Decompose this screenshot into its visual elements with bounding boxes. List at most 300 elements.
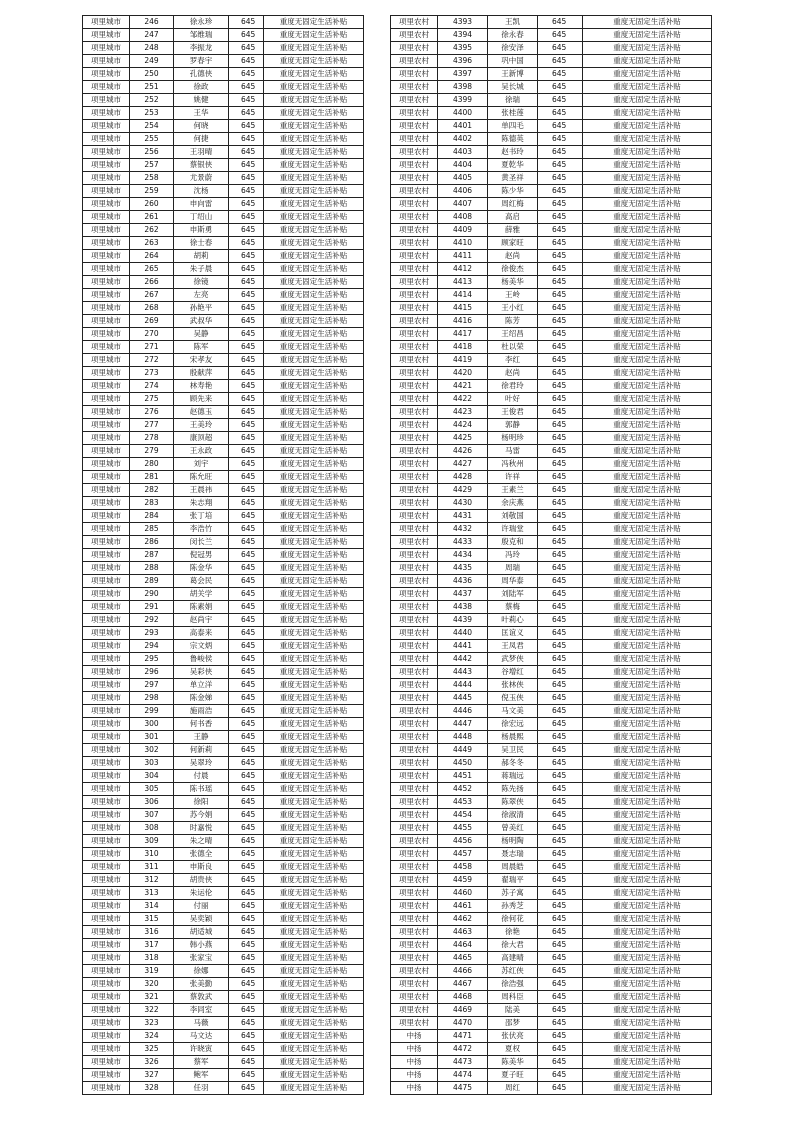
cell-area: 项里农村 xyxy=(391,601,438,614)
cell-subsidy-type: 重度无固定生活补贴 xyxy=(583,900,712,913)
table-row xyxy=(83,133,364,146)
cell-number: 4474 xyxy=(438,1069,488,1082)
cell-name: 蔡梅 xyxy=(488,601,538,614)
cell-subsidy-type: 重度无固定生活补贴 xyxy=(583,913,712,926)
cell-name: 吴彩侠 xyxy=(174,666,229,679)
cell-subsidy-type: 重度无固定生活补贴 xyxy=(264,562,364,575)
cell-amount: 645 xyxy=(229,562,264,575)
cell-name: 申斯良 xyxy=(174,861,229,874)
cell-amount: 645 xyxy=(229,1082,264,1095)
cell-subsidy-type: 重度无固定生活补贴 xyxy=(583,1004,712,1017)
table-row xyxy=(391,354,712,367)
cell-subsidy-type: 重度无固定生活补贴 xyxy=(583,211,712,224)
cell-area: 项里城市 xyxy=(83,16,130,29)
table-row xyxy=(83,42,364,55)
cell-name: 张桂莲 xyxy=(488,107,538,120)
table-row xyxy=(83,770,364,783)
cell-area: 项里城市 xyxy=(83,809,130,822)
table-row xyxy=(83,718,364,731)
table-row xyxy=(83,744,364,757)
cell-name: 徐俊杰 xyxy=(488,263,538,276)
cell-amount: 645 xyxy=(538,835,583,848)
cell-number: 255 xyxy=(130,133,174,146)
table-row xyxy=(391,770,712,783)
cell-number: 4468 xyxy=(438,991,488,1004)
cell-amount: 645 xyxy=(229,666,264,679)
cell-number: 262 xyxy=(130,224,174,237)
cell-name: 许瑞堂 xyxy=(488,523,538,536)
table-row xyxy=(83,510,364,523)
table-row xyxy=(83,94,364,107)
cell-number: 4467 xyxy=(438,978,488,991)
table-row xyxy=(83,146,364,159)
cell-name: 叶好 xyxy=(488,393,538,406)
cell-name: 武梦侠 xyxy=(488,653,538,666)
cell-number: 4445 xyxy=(438,692,488,705)
cell-number: 4469 xyxy=(438,1004,488,1017)
cell-amount: 645 xyxy=(538,965,583,978)
cell-subsidy-type: 重度无固定生活补贴 xyxy=(264,120,364,133)
cell-amount: 645 xyxy=(538,406,583,419)
cell-amount: 645 xyxy=(229,770,264,783)
cell-amount: 645 xyxy=(538,1056,583,1069)
table-row xyxy=(391,146,712,159)
cell-subsidy-type: 重度无固定生活补贴 xyxy=(264,588,364,601)
cell-area: 项里城市 xyxy=(83,432,130,445)
cell-subsidy-type: 重度无固定生活补贴 xyxy=(583,328,712,341)
cell-number: 4457 xyxy=(438,848,488,861)
cell-subsidy-type: 重度无固定生活补贴 xyxy=(583,939,712,952)
cell-number: 4395 xyxy=(438,42,488,55)
cell-area: 项里城市 xyxy=(83,822,130,835)
cell-number: 4471 xyxy=(438,1030,488,1043)
cell-subsidy-type: 重度无固定生活补贴 xyxy=(583,666,712,679)
cell-amount: 645 xyxy=(538,796,583,809)
cell-name: 马文达 xyxy=(174,1030,229,1043)
cell-name: 左亮 xyxy=(174,289,229,302)
table-row xyxy=(391,718,712,731)
cell-area: 项里农村 xyxy=(391,666,438,679)
cell-amount: 645 xyxy=(538,367,583,380)
table-row xyxy=(83,68,364,81)
cell-number: 4466 xyxy=(438,965,488,978)
cell-name: 张丁培 xyxy=(174,510,229,523)
cell-amount: 645 xyxy=(538,666,583,679)
table-row xyxy=(83,562,364,575)
table-row xyxy=(391,406,712,419)
table-row xyxy=(83,211,364,224)
cell-area: 项里城市 xyxy=(83,1056,130,1069)
table-row xyxy=(83,536,364,549)
cell-subsidy-type: 重度无固定生活补贴 xyxy=(583,250,712,263)
cell-name: 徐政 xyxy=(174,81,229,94)
cell-amount: 645 xyxy=(229,809,264,822)
cell-amount: 645 xyxy=(229,276,264,289)
cell-subsidy-type: 重度无固定生活补贴 xyxy=(264,835,364,848)
cell-name: 徐安泽 xyxy=(488,42,538,55)
cell-subsidy-type: 重度无固定生活补贴 xyxy=(583,289,712,302)
table-row xyxy=(391,419,712,432)
table-row xyxy=(83,523,364,536)
cell-subsidy-type: 重度无固定生活补贴 xyxy=(583,198,712,211)
table-row xyxy=(391,198,712,211)
cell-amount: 645 xyxy=(229,367,264,380)
cell-area: 项里城市 xyxy=(83,744,130,757)
cell-name: 蔡敦武 xyxy=(174,991,229,1004)
cell-number: 4398 xyxy=(438,81,488,94)
cell-subsidy-type: 重度无固定生活补贴 xyxy=(583,692,712,705)
table-row xyxy=(83,887,364,900)
cell-area: 项里城市 xyxy=(83,770,130,783)
table-row xyxy=(391,744,712,757)
cell-number: 4399 xyxy=(438,94,488,107)
cell-amount: 645 xyxy=(229,484,264,497)
cell-area: 项里农村 xyxy=(391,848,438,861)
cell-name: 吴卫民 xyxy=(488,744,538,757)
table-row xyxy=(391,471,712,484)
cell-area: 项里农村 xyxy=(391,809,438,822)
cell-subsidy-type: 重度无固定生活补贴 xyxy=(583,627,712,640)
cell-number: 4424 xyxy=(438,419,488,432)
cell-amount: 645 xyxy=(229,315,264,328)
cell-subsidy-type: 重度无固定生活补贴 xyxy=(583,614,712,627)
cell-name: 翟瑞平 xyxy=(488,874,538,887)
cell-subsidy-type: 重度无固定生活补贴 xyxy=(583,744,712,757)
cell-name: 王小红 xyxy=(488,302,538,315)
cell-number: 4472 xyxy=(438,1043,488,1056)
cell-area: 项里城市 xyxy=(83,1082,130,1095)
cell-subsidy-type: 重度无固定生活补贴 xyxy=(264,640,364,653)
cell-name: 刘宇 xyxy=(174,458,229,471)
cell-area: 项里农村 xyxy=(391,42,438,55)
table-row xyxy=(391,185,712,198)
table-row xyxy=(83,276,364,289)
cell-subsidy-type: 重度无固定生活补贴 xyxy=(264,1030,364,1043)
table-row xyxy=(391,692,712,705)
table-row xyxy=(83,432,364,445)
cell-area: 项里农村 xyxy=(391,432,438,445)
table-row xyxy=(83,185,364,198)
cell-amount: 645 xyxy=(229,133,264,146)
table-row xyxy=(391,1069,712,1082)
cell-amount: 645 xyxy=(538,42,583,55)
cell-subsidy-type: 重度无固定生活补贴 xyxy=(264,1043,364,1056)
table-row xyxy=(391,445,712,458)
cell-subsidy-type: 重度无固定生活补贴 xyxy=(583,874,712,887)
cell-amount: 645 xyxy=(538,1069,583,1082)
cell-name: 刘陆军 xyxy=(488,588,538,601)
table-row xyxy=(83,393,364,406)
cell-number: 273 xyxy=(130,367,174,380)
cell-subsidy-type: 重度无固定生活补贴 xyxy=(583,1082,712,1095)
table-row xyxy=(83,926,364,939)
table-row xyxy=(391,432,712,445)
cell-name: 何晓 xyxy=(174,120,229,133)
table-row xyxy=(391,1056,712,1069)
cell-subsidy-type: 重度无固定生活补贴 xyxy=(264,432,364,445)
cell-number: 305 xyxy=(130,783,174,796)
cell-number: 4417 xyxy=(438,328,488,341)
cell-name: 聂志瑞 xyxy=(488,848,538,861)
cell-subsidy-type: 重度无固定生活补贴 xyxy=(264,679,364,692)
cell-area: 项里农村 xyxy=(391,94,438,107)
cell-name: 谷增红 xyxy=(488,666,538,679)
cell-number: 4449 xyxy=(438,744,488,757)
cell-amount: 645 xyxy=(229,159,264,172)
table-row xyxy=(83,458,364,471)
table-row xyxy=(391,666,712,679)
cell-name: 王凯 xyxy=(488,16,538,29)
cell-name: 马文美 xyxy=(488,705,538,718)
cell-area: 项里城市 xyxy=(83,276,130,289)
cell-area: 项里农村 xyxy=(391,341,438,354)
cell-amount: 645 xyxy=(538,783,583,796)
cell-amount: 645 xyxy=(229,575,264,588)
cell-subsidy-type: 重度无固定生活补贴 xyxy=(264,146,364,159)
table-row xyxy=(83,120,364,133)
cell-area: 项里农村 xyxy=(391,536,438,549)
cell-number: 283 xyxy=(130,497,174,510)
cell-name: 张德全 xyxy=(174,848,229,861)
table-row xyxy=(391,926,712,939)
cell-amount: 645 xyxy=(538,913,583,926)
cell-amount: 645 xyxy=(229,55,264,68)
table-row xyxy=(83,471,364,484)
cell-name: 徐宏远 xyxy=(488,718,538,731)
cell-subsidy-type: 重度无固定生活补贴 xyxy=(583,16,712,29)
cell-name: 许晓寅 xyxy=(174,1043,229,1056)
cell-number: 4416 xyxy=(438,315,488,328)
cell-amount: 645 xyxy=(229,783,264,796)
cell-name: 倪玉侠 xyxy=(488,692,538,705)
table-row xyxy=(391,783,712,796)
cell-area: 项里农村 xyxy=(391,81,438,94)
cell-number: 267 xyxy=(130,289,174,302)
cell-number: 4423 xyxy=(438,406,488,419)
cell-amount: 645 xyxy=(229,900,264,913)
cell-name: 朱志翔 xyxy=(174,497,229,510)
cell-name: 陈翠侠 xyxy=(488,796,538,809)
cell-amount: 645 xyxy=(538,445,583,458)
table-row xyxy=(83,549,364,562)
cell-subsidy-type: 重度无固定生活补贴 xyxy=(264,666,364,679)
cell-number: 4412 xyxy=(438,263,488,276)
cell-subsidy-type: 重度无固定生活补贴 xyxy=(264,185,364,198)
cell-area: 项里农村 xyxy=(391,380,438,393)
cell-name: 施雨浩 xyxy=(174,705,229,718)
cell-subsidy-type: 重度无固定生活补贴 xyxy=(264,289,364,302)
cell-number: 256 xyxy=(130,146,174,159)
table-row xyxy=(83,159,364,172)
cell-subsidy-type: 重度无固定生活补贴 xyxy=(583,510,712,523)
cell-number: 296 xyxy=(130,666,174,679)
cell-name: 顾家旺 xyxy=(488,237,538,250)
cell-amount: 645 xyxy=(229,146,264,159)
cell-subsidy-type: 重度无固定生活补贴 xyxy=(264,848,364,861)
cell-subsidy-type: 重度无固定生活补贴 xyxy=(264,757,364,770)
cell-amount: 645 xyxy=(538,627,583,640)
cell-name: 黄圣祥 xyxy=(488,172,538,185)
cell-subsidy-type: 重度无固定生活补贴 xyxy=(264,705,364,718)
cell-amount: 645 xyxy=(229,614,264,627)
cell-subsidy-type: 重度无固定生活补贴 xyxy=(583,991,712,1004)
cell-number: 270 xyxy=(130,328,174,341)
cell-amount: 645 xyxy=(229,978,264,991)
cell-number: 288 xyxy=(130,562,174,575)
table-row xyxy=(83,1030,364,1043)
cell-area: 项里城市 xyxy=(83,406,130,419)
cell-name: 夏子旺 xyxy=(488,1069,538,1082)
cell-name: 陈金娣 xyxy=(174,692,229,705)
cell-name: 宋孝友 xyxy=(174,354,229,367)
cell-subsidy-type: 重度无固定生活补贴 xyxy=(264,874,364,887)
cell-name: 陆美 xyxy=(488,1004,538,1017)
cell-area: 项里城市 xyxy=(83,835,130,848)
table-row xyxy=(391,991,712,1004)
cell-amount: 645 xyxy=(538,159,583,172)
cell-subsidy-type: 重度无固定生活补贴 xyxy=(264,406,364,419)
cell-name: 周瑞 xyxy=(488,562,538,575)
table-row xyxy=(391,1030,712,1043)
cell-number: 304 xyxy=(130,770,174,783)
cell-amount: 645 xyxy=(538,705,583,718)
cell-amount: 645 xyxy=(229,549,264,562)
cell-amount: 645 xyxy=(538,1082,583,1095)
cell-amount: 645 xyxy=(538,1017,583,1030)
cell-area: 项里城市 xyxy=(83,614,130,627)
cell-name: 陈书瑶 xyxy=(174,783,229,796)
table-row xyxy=(83,419,364,432)
cell-amount: 645 xyxy=(229,588,264,601)
table-row xyxy=(391,237,712,250)
cell-number: 313 xyxy=(130,887,174,900)
cell-name: 王绍昌 xyxy=(488,328,538,341)
cell-number: 324 xyxy=(130,1030,174,1043)
cell-area: 项里农村 xyxy=(391,289,438,302)
cell-amount: 645 xyxy=(229,211,264,224)
cell-number: 310 xyxy=(130,848,174,861)
table-row xyxy=(83,991,364,1004)
cell-area: 项里城市 xyxy=(83,653,130,666)
cell-subsidy-type: 重度无固定生活补贴 xyxy=(583,341,712,354)
cell-number: 327 xyxy=(130,1069,174,1082)
cell-area: 项里城市 xyxy=(83,926,130,939)
cell-amount: 645 xyxy=(229,510,264,523)
cell-name: 张林侠 xyxy=(488,679,538,692)
table-row xyxy=(83,614,364,627)
cell-area: 项里农村 xyxy=(391,107,438,120)
cell-name: 王华 xyxy=(174,107,229,120)
table-row xyxy=(391,341,712,354)
cell-subsidy-type: 重度无固定生活补贴 xyxy=(264,926,364,939)
cell-name: 王永政 xyxy=(174,445,229,458)
cell-number: 4443 xyxy=(438,666,488,679)
cell-area: 项里农村 xyxy=(391,406,438,419)
cell-subsidy-type: 重度无固定生活补贴 xyxy=(264,809,364,822)
cell-amount: 645 xyxy=(229,705,264,718)
cell-name: 蔡军 xyxy=(174,1056,229,1069)
cell-number: 250 xyxy=(130,68,174,81)
table-row xyxy=(391,601,712,614)
cell-number: 4434 xyxy=(438,549,488,562)
cell-subsidy-type: 重度无固定生活补贴 xyxy=(583,471,712,484)
cell-number: 307 xyxy=(130,809,174,822)
cell-name: 高启 xyxy=(488,211,538,224)
table-row xyxy=(391,536,712,549)
cell-number: 318 xyxy=(130,952,174,965)
cell-number: 4418 xyxy=(438,341,488,354)
cell-name: 苏红侠 xyxy=(488,965,538,978)
cell-subsidy-type: 重度无固定生活补贴 xyxy=(264,458,364,471)
cell-number: 271 xyxy=(130,341,174,354)
cell-subsidy-type: 重度无固定生活补贴 xyxy=(583,1056,712,1069)
cell-area: 项里城市 xyxy=(83,783,130,796)
cell-area: 项里农村 xyxy=(391,965,438,978)
cell-amount: 645 xyxy=(538,380,583,393)
cell-amount: 645 xyxy=(538,770,583,783)
table-row xyxy=(391,757,712,770)
cell-number: 4410 xyxy=(438,237,488,250)
cell-amount: 645 xyxy=(538,250,583,263)
cell-name: 杜以荣 xyxy=(488,341,538,354)
cell-name: 丁绍山 xyxy=(174,211,229,224)
cell-amount: 645 xyxy=(229,198,264,211)
cell-amount: 645 xyxy=(229,328,264,341)
cell-number: 4396 xyxy=(438,55,488,68)
cell-area: 项里农村 xyxy=(391,211,438,224)
cell-name: 李红 xyxy=(488,354,538,367)
table-row xyxy=(391,796,712,809)
cell-number: 264 xyxy=(130,250,174,263)
cell-number: 4411 xyxy=(438,250,488,263)
cell-number: 4426 xyxy=(438,445,488,458)
cell-name: 徐瑞 xyxy=(488,94,538,107)
cell-area: 项里城市 xyxy=(83,705,130,718)
cell-name: 付晨 xyxy=(174,770,229,783)
cell-amount: 645 xyxy=(229,94,264,107)
cell-subsidy-type: 重度无固定生活补贴 xyxy=(264,1069,364,1082)
cell-number: 4427 xyxy=(438,458,488,471)
cell-subsidy-type: 重度无固定生活补贴 xyxy=(583,796,712,809)
cell-number: 4433 xyxy=(438,536,488,549)
cell-amount: 645 xyxy=(538,861,583,874)
table-row xyxy=(83,497,364,510)
cell-area: 项里城市 xyxy=(83,185,130,198)
cell-name: 单四毛 xyxy=(488,120,538,133)
cell-amount: 645 xyxy=(538,536,583,549)
cell-number: 4451 xyxy=(438,770,488,783)
table-row xyxy=(391,705,712,718)
cell-name: 周科臣 xyxy=(488,991,538,1004)
cell-number: 254 xyxy=(130,120,174,133)
table-row xyxy=(83,289,364,302)
cell-subsidy-type: 重度无固定生活补贴 xyxy=(583,718,712,731)
cell-number: 4428 xyxy=(438,471,488,484)
table-row xyxy=(83,809,364,822)
cell-name: 徐君玲 xyxy=(488,380,538,393)
cell-name: 夏权 xyxy=(488,1043,538,1056)
table-row xyxy=(391,393,712,406)
cell-name: 高建晴 xyxy=(488,952,538,965)
cell-area: 项里城市 xyxy=(83,640,130,653)
cell-amount: 645 xyxy=(538,952,583,965)
table-row xyxy=(391,289,712,302)
cell-area: 项里农村 xyxy=(391,718,438,731)
table-row xyxy=(391,809,712,822)
table-row xyxy=(391,679,712,692)
cell-amount: 645 xyxy=(229,419,264,432)
table-row xyxy=(83,952,364,965)
